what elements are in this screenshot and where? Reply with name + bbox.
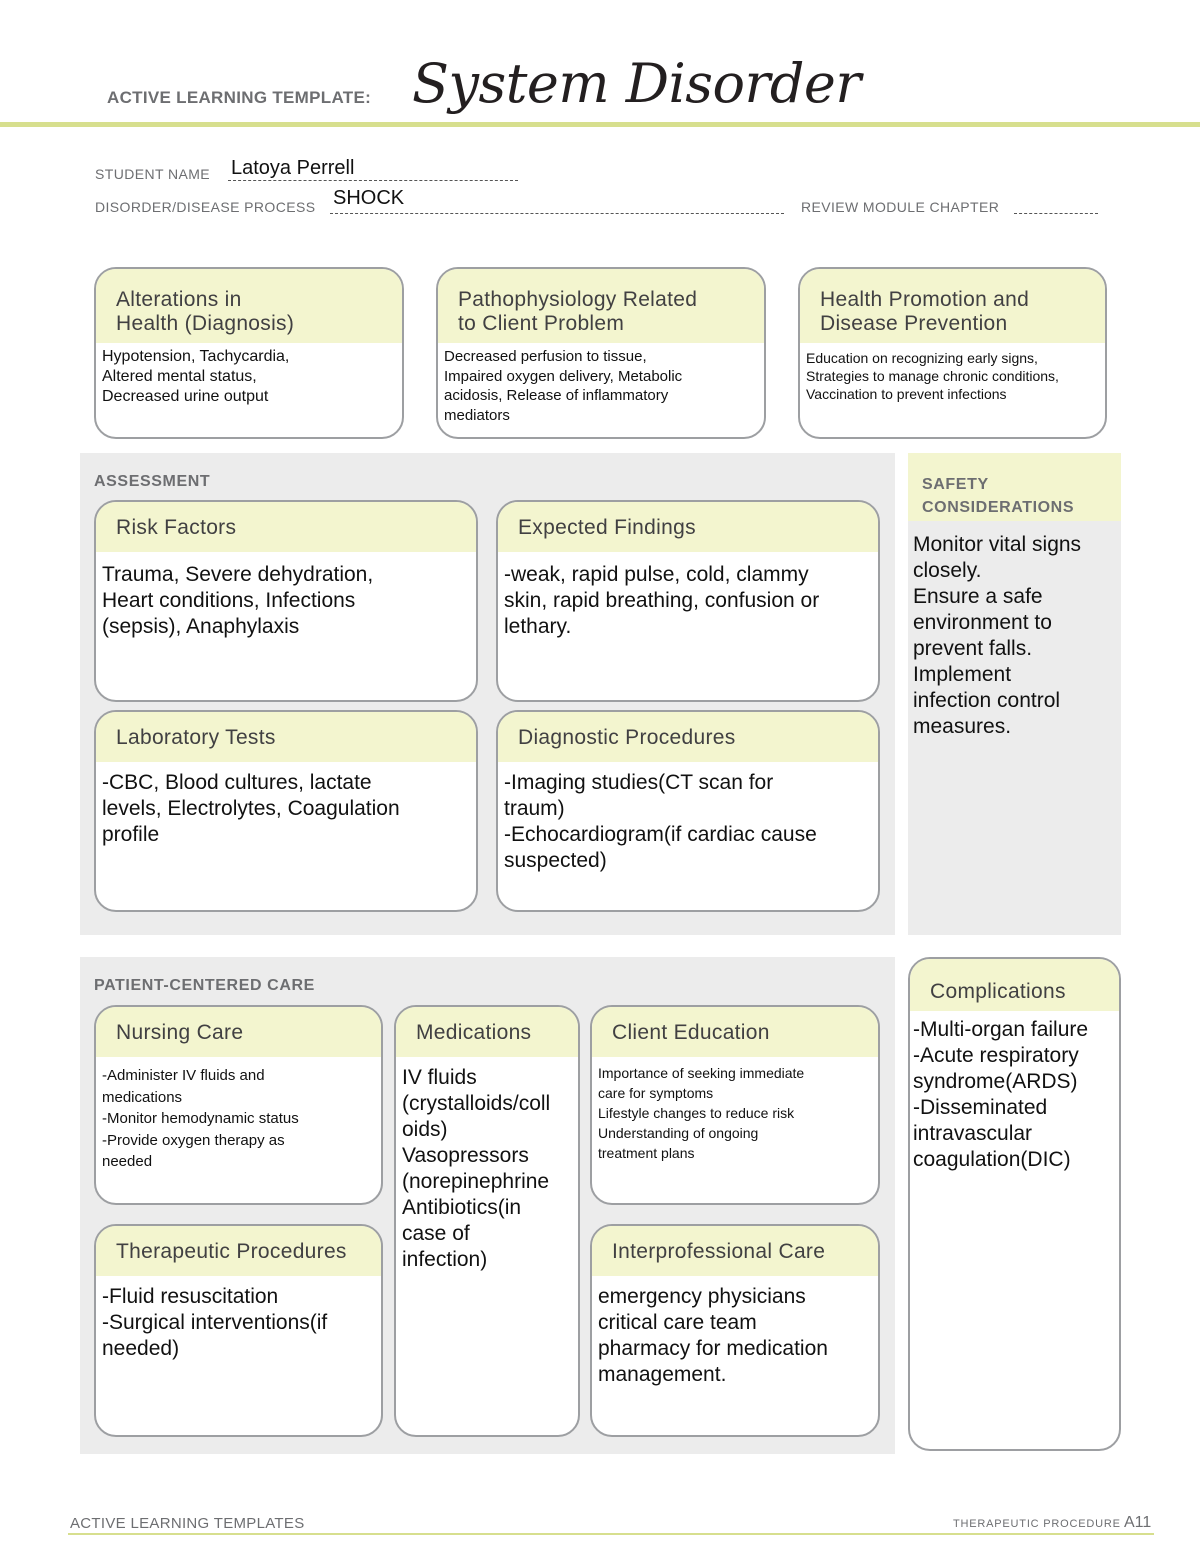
interprofessional-care-body[interactable]: emergency physicians critical care team pharmacy for medication management.: [598, 1285, 828, 1386]
client-education-box: [590, 1005, 880, 1205]
footer-rule: [68, 1533, 1154, 1535]
laboratory-tests-title: Laboratory Tests: [96, 712, 476, 762]
disorder-label: DISORDER/DISEASE PROCESS: [95, 199, 316, 215]
therapeutic-procedures-body[interactable]: -Fluid resuscitation -Surgical interventions(if needed): [102, 1285, 328, 1360]
alterations-box: [94, 267, 404, 439]
diagnostic-procedures-box: [496, 710, 880, 912]
safety-body[interactable]: Monitor vital signs closely. Ensure a safe environment to prevent falls. Implement infection control measures.: [913, 533, 1082, 738]
expected-findings-box: [496, 500, 880, 702]
complications-title: Complications: [910, 959, 1119, 1011]
disorder-field[interactable]: SHOCK: [333, 187, 405, 209]
medications-title: Medications: [396, 1007, 578, 1057]
pathophysiology-title: Pathophysiology Related to Client Problem: [438, 269, 764, 343]
laboratory-tests-box: [94, 710, 478, 912]
diagnostic-procedures-body[interactable]: -Imaging studies(CT scan for traum) -Echocardiogram(if cardiac cause suspected): [504, 771, 817, 872]
interprofessional-care-box: [590, 1224, 880, 1437]
expected-findings-title: Expected Findings: [498, 502, 878, 552]
risk-factors-title: Risk Factors: [96, 502, 476, 552]
laboratory-tests-body[interactable]: -CBC, Blood cultures, lactate levels, Electrolytes, Coagulation profile: [102, 771, 400, 846]
nursing-care-box: [94, 1005, 383, 1205]
therapeutic-procedures-title: Therapeutic Procedures: [96, 1226, 381, 1276]
footer-right-label: THERAPEUTIC PROCEDURE: [953, 1518, 1121, 1530]
client-education-body[interactable]: Importance of seeking immediate care for symptoms Lifestyle changes to reduce risk Understanding of ongoing treatment plans: [598, 1065, 805, 1161]
safety-title: SAFETY CONSIDERATIONS: [922, 476, 1075, 516]
disorder-line: [330, 213, 784, 214]
client-education-title: Client Education: [592, 1007, 878, 1057]
medications-body[interactable]: IV fluids (crystalloids/coll oids) Vasopressors (norepinephrine Antibiotics(in case of infection): [402, 1066, 551, 1271]
student-name-line: [228, 180, 518, 181]
student-name-label: STUDENT NAME: [95, 166, 210, 182]
pathophysiology-body[interactable]: Decreased perfusion to tissue, Impaired oxygen delivery, Metabolic acidosis, Release of inflammatory mediators: [444, 348, 683, 424]
template-name: System Disorder: [412, 52, 861, 115]
page-number: A11: [1124, 1514, 1152, 1531]
interprofessional-care-title: Interprofessional Care: [592, 1226, 878, 1276]
health-promotion-box: [798, 267, 1107, 439]
footer-left-label: ACTIVE LEARNING TEMPLATES: [70, 1515, 305, 1532]
medications-box: [394, 1005, 580, 1437]
patient-centered-care-title: PATIENT-CENTERED CARE: [94, 977, 315, 994]
template-label: ACTIVE LEARNING TEMPLATE:: [107, 88, 372, 107]
therapeutic-procedures-box: [94, 1224, 383, 1437]
student-name-field[interactable]: Latoya Perrell: [231, 157, 355, 179]
assessment-title: ASSESSMENT: [94, 473, 211, 490]
complications-body[interactable]: -Multi-organ failure -Acute respiratory syndrome(ARDS) -Disseminated intravascular coagulation(DIC): [913, 1018, 1089, 1171]
nursing-care-title: Nursing Care: [96, 1007, 381, 1057]
pathophysiology-box: [436, 267, 766, 439]
nursing-care-body[interactable]: -Administer IV fluids and medications -Monitor hemodynamic status -Provide oxygen therapy as needed: [102, 1067, 299, 1170]
health-promotion-title: Health Promotion and Disease Prevention: [800, 269, 1105, 343]
review-module-label: REVIEW MODULE CHAPTER: [801, 199, 1000, 215]
risk-factors-body[interactable]: Trauma, Severe dehydration, Heart conditions, Infections (sepsis), Anaphylaxis: [102, 563, 374, 638]
diagnostic-procedures-title: Diagnostic Procedures: [498, 712, 878, 762]
health-promotion-body[interactable]: Education on recognizing early signs, Strategies to manage chronic conditions, Vaccination to prevent infections: [806, 350, 1059, 402]
complications-box: [908, 957, 1121, 1451]
expected-findings-body[interactable]: -weak, rapid pulse, cold, clammy skin, rapid breathing, confusion or lethary.: [504, 563, 820, 638]
risk-factors-box: [94, 500, 478, 702]
alterations-title: Alterations in Health (Diagnosis): [96, 269, 402, 343]
alterations-body[interactable]: Hypotension, Tachycardia, Altered mental status, Decreased urine output: [102, 348, 290, 405]
review-module-line: [1014, 213, 1098, 214]
header-rule: [0, 122, 1200, 127]
